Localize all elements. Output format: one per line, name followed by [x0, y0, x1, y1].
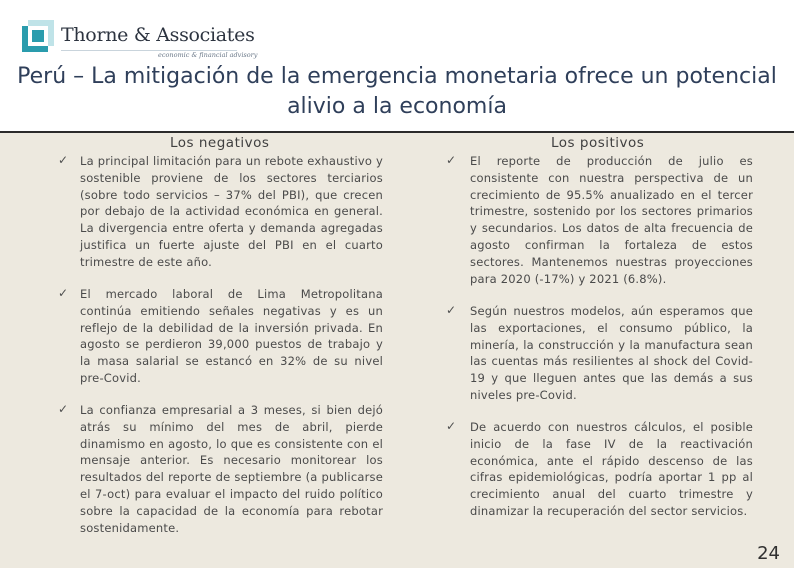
company-name: Thorne & Associates — [61, 24, 255, 46]
positives-heading: Los positivos — [551, 135, 645, 151]
logo-icon — [22, 20, 54, 52]
positive-item: El reporte de producción de julio es consistente con nuestra perspectiva de un crecimiento de 95.5% anualizado en el tercer trimestre, sostenido por los sectores primarios y secundarios. Los datos de alta frecuencia de agosto confirman la fortaleza de estos sectores. Mantenemos nuestras proyecciones para 2020 (-17%) y 2021 (6.8%). — [470, 154, 753, 286]
positive-item: De acuerdo con nuestros cálculos, el posible inicio de la fase IV de la reactivación económica, ante el rápido descenso de las cifras epidemiológicas, podría aportar 1 pp al crecimiento anual del cuarto trimestre y dinamizar la recuperación del sector servicios. — [470, 420, 753, 518]
checkmark-icon: ✓ — [58, 153, 69, 167]
checkmark-icon: ✓ — [446, 419, 457, 433]
checkmark-icon: ✓ — [58, 286, 69, 300]
negative-item: La confianza empresarial a 3 meses, si bien dejó atrás su mínimo del mes de abril, pierde dinamismo en agosto, lo que es consistente con el mensaje anterior. Es necesario monitorear los resultados del reporte de septiembre (a publicarse el 7-oct) para evaluar el impacto del ruido político sobre la capacidad de la economía para rebotar sostenidamente. — [80, 403, 383, 535]
company-tagline: economic & financial advisory — [158, 51, 258, 59]
checkmark-icon: ✓ — [446, 303, 457, 317]
negatives-heading: Los negativos — [170, 135, 270, 151]
page-number: 24 — [757, 543, 780, 564]
positive-item: Según nuestros modelos, aún esperamos que las exportaciones, el consumo público, la minería, la construcción y la manufactura sean las cuentas más resilientes al shock del Covid-19 y que lleguen antes que las demás a sus niveles pre-Covid. — [470, 304, 753, 402]
page-title: Perú – La mitigación de la emergencia monetaria ofrece un potencial alivio a la economía — [17, 64, 777, 119]
header — [0, 0, 794, 133]
checkmark-icon: ✓ — [58, 402, 69, 416]
checkmark-icon: ✓ — [446, 153, 457, 167]
negative-item: El mercado laboral de Lima Metropolitana continúa emitiendo señales negativas y es un reflejo de la debilidad de la inversión privada. En agosto se perdieron 39,000 puestos de trabajo y la masa salarial se estancó en 32% de su nivel pre-Covid. — [80, 287, 383, 385]
negative-item: La principal limitación para un rebote exhaustivo y sostenible proviene de los sectores terciarios (sobre todo servicios – 37% del PBI), que crecen por debajo de la actividad económica en general. La divergencia entre oferta y demanda agregadas justifica un fuerte ajuste del PBI en el cuarto trimestre de este año. — [80, 154, 383, 269]
